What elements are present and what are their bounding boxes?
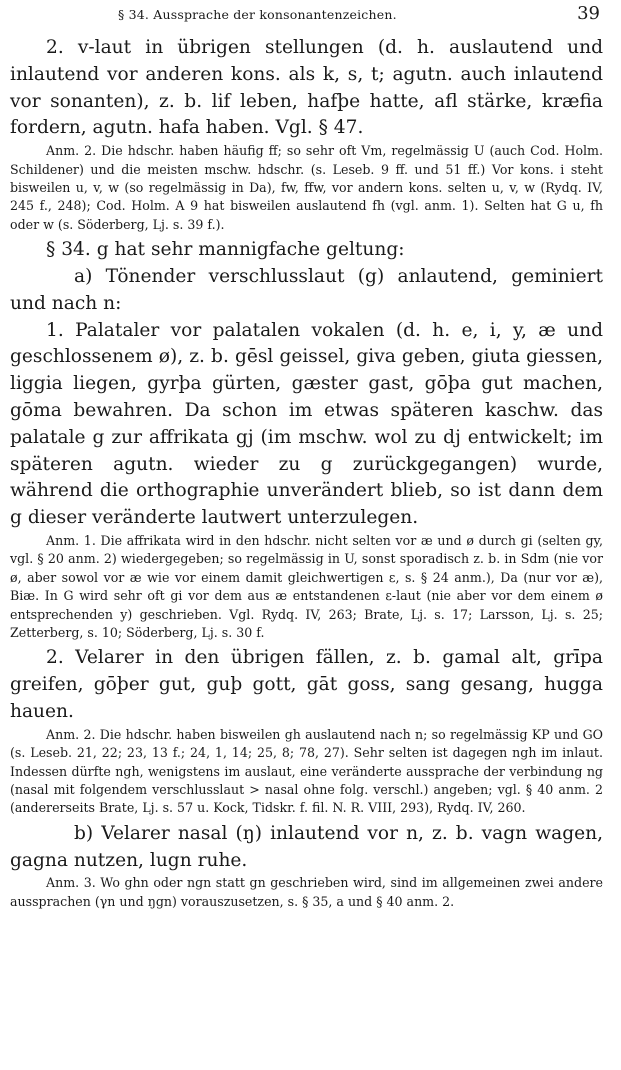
page-body [10,35,603,911]
note-anm-2-v: Anm. 2. Die hdschr. haben häufig ff; so sehr oft Vm, regelmässig U (auch Cod. Holm. Schildener) und die meisten mschw. hdschr. (s. Leseb. 9 ff. und 51 ff.) Vor kons. i steht bisweilen u, v, w (so regelmässig in Da), fw, ffw, vor andern kons. selten u, v, w (Rydq. IV, 245 f., 248); Cod. Holm. A 9 hat bisweilen auslautend fh (vgl. anm. 1). Selten hat G u, fh oder w (s. Söderberg, Lj. s. 39 f.). [10,143,603,232]
paragraph-velarer: 2. Velarer in den übrigen fällen, z. b. gamal alt, grīpa greifen, gōþer gut, guþ gott, gāt goss, sang gesang, hugga hauen. [10,647,603,723]
note-anm-2-g: Anm. 2. Die hdschr. haben bisweilen gh auslautend nach n; so regelmässig KP und GO (s. Leseb. 21, 22; 23, 13 f.; 24, 1, 14; 25, 8; 78, 27). Sehr selten ist dagegen ngh im inlaut. Indessen dürfte ngh, wenigstens im auslaut, eine veränderte aussprache der verbindung ng (nasal mit folgendem verschlusslaut > nasal ohne folg. verschl.) angeben; vgl. § 40 anm. 2 (andererseits Brate, Lj. s. 57 u. Kock, Tidskr. f. fil. N. R. VIII, 293), Rydq. IV, 260. [10,726,603,816]
paragraph-palataler: 1. Palataler vor palatalen vokalen (d. h. e, i, y, æ und geschlossenem ø), z. b. gēsl geissel, giva geben, giuta giessen, liggia liegen, gyrþa gürten, gæster gast, gōþa gut machen, gōma bewahren. Da schon im etwas späteren kaschw. das palatale g zur affrikata gj (im mschw. wol zu dj entwickelt; im späteren agutn. wieder zu g zurückgegangen) wurde, während die orthographie unverändert blieb, so ist dann dem g dieser veränderte lautwert unterzulegen. [10,319,603,529]
section-heading-34: § 34. g hat sehr mannigfache geltung: [46,239,405,261]
note-anm-3-g: Anm. 3. Wo ghn oder ngn statt gn geschrieben wird, sind im allgemeinen zwei andere aussprachen (γn und ŋgn) vorauszusetzen, s. § 35, a und § 40 anm. 2. [10,875,603,909]
running-header [0,3,621,25]
paragraph-v-laut: 2. v-laut in übrigen stellungen (d. h. auslautend und inlautend vor anderen kons. als k, s, t; agutn. auch inlautend vor sonanten), z. b. lif leben, hafþe hatte, afl stärke, kræfia fordern, agutn. hafa haben. Vgl. § 47. [10,37,603,139]
note-anm-1-g: Anm. 1. Die affrikata wird in den hdschr. nicht selten vor æ und ø durch gi (selten gy, vgl. § 20 anm. 2) wiedergegeben; so regelmässig in U, sonst sporadisch z. b. in Sdm (nie vor ø, aber sowol vor æ wie vor einem damit gleichwertigen ε, s. § 24 anm.), Da (nur vor æ), Biæ. In G wird sehr oft gi vor dem aus æ entstandenen ε-laut (nie aber vor dem einem ø entsprechenden y) geschrieben. Vgl. Rydq. IV, 263; Brate, Lj. s. 17; Larsson, Lj. s. 25; Zetterberg, s. 10; Söderberg, Lj. s. 30 f. [10,532,603,641]
page-number: 39 [577,3,600,24]
subheading-a: a) Tönender verschlusslaut (g) anlautend, geminiert und nach n: [10,266,603,314]
subheading-b: b) Velarer nasal (ŋ) inlautend vor n, z. b. vagn wagen, gagna nutzen, lugn ruhe. [10,822,603,871]
running-title: § 34. Aussprache der konsonantenzeichen. [118,7,397,22]
